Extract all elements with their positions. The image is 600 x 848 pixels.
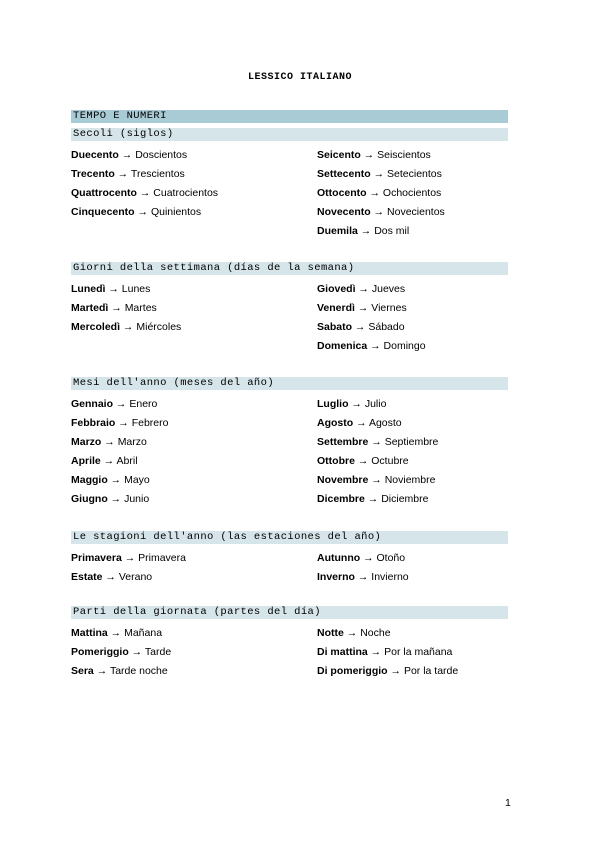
vocab-entry	[317, 433, 508, 452]
arrow-icon: →	[115, 417, 132, 429]
arrow-icon: →	[102, 571, 119, 583]
italian-word: Martedì	[71, 302, 109, 314]
vocab-entry	[71, 184, 317, 203]
vocab-entry	[317, 203, 508, 222]
italian-word: Settecento	[317, 168, 371, 180]
spanish-translation: Ochocientos	[382, 187, 442, 199]
right-column	[317, 395, 508, 509]
vocab-entry	[71, 490, 317, 509]
italian-word: Novecento	[317, 206, 371, 218]
spanish-translation: Diciembre	[381, 493, 429, 505]
vocab-entry	[317, 662, 508, 681]
vocab-entry	[317, 643, 508, 662]
spanish-translation: Septiembre	[384, 436, 439, 448]
arrow-icon: →	[367, 646, 385, 658]
arrow-icon: →	[367, 340, 384, 352]
right-column	[317, 146, 508, 241]
spanish-translation: Invierno	[371, 571, 409, 583]
page-number: 1	[505, 797, 511, 809]
vocab-entry	[317, 184, 508, 203]
spanish-translation: Seiscientos	[377, 149, 431, 161]
spanish-translation: Cuatrocientos	[153, 187, 219, 199]
italian-word: Novembre	[317, 474, 369, 486]
left-column	[71, 624, 317, 681]
arrow-icon: →	[370, 206, 388, 218]
vocab-section	[71, 262, 508, 356]
italian-word: Gennaio	[71, 398, 114, 410]
right-column	[317, 624, 508, 681]
arrow-icon: →	[105, 283, 122, 295]
vocab-entry	[317, 280, 508, 299]
vocab-entry	[71, 318, 317, 337]
arrow-icon: →	[118, 149, 136, 161]
arrow-icon: →	[370, 168, 388, 180]
spanish-translation: Dos mil	[374, 225, 410, 237]
italian-word: Domenica	[317, 340, 368, 352]
section-heading: Mesi dell'anno (meses del año)	[71, 377, 508, 390]
vocab-section	[71, 606, 508, 681]
italian-word: Di mattina	[317, 646, 368, 658]
vocab-entry	[71, 203, 317, 222]
arrow-icon: →	[360, 149, 378, 161]
arrow-icon: →	[108, 302, 125, 314]
arrow-icon: →	[366, 187, 383, 199]
spanish-translation: Octubre	[371, 455, 409, 467]
italian-word: Luglio	[317, 398, 349, 410]
vocab-entry	[317, 299, 508, 318]
vocab-entry	[71, 280, 317, 299]
spanish-translation: Tarde noche	[109, 665, 168, 677]
italian-word: Pomeriggio	[71, 646, 129, 658]
spanish-translation: Sábado	[368, 321, 405, 333]
italian-word: Ottocento	[317, 187, 367, 199]
arrow-icon: →	[120, 321, 137, 333]
arrow-icon: →	[107, 493, 125, 505]
vocab-entry	[317, 624, 508, 643]
spanish-translation: Martes	[124, 302, 157, 314]
arrow-icon: →	[352, 321, 369, 333]
spanish-translation: Miércoles	[136, 321, 182, 333]
vocab-entry	[317, 222, 508, 241]
vocab-entry	[71, 471, 317, 490]
spanish-translation: Agosto	[368, 417, 402, 429]
main-heading: TEMPO E NUMERI	[71, 110, 508, 123]
spanish-translation: Jueves	[371, 283, 406, 295]
spanish-translation: Tarde	[144, 646, 172, 658]
spanish-translation: Verano	[118, 571, 153, 583]
italian-word: Aprile	[71, 455, 101, 467]
spanish-translation: Novecientos	[387, 206, 445, 218]
arrow-icon: →	[364, 493, 382, 505]
spanish-translation: Viernes	[371, 302, 407, 314]
arrow-icon: →	[107, 627, 125, 639]
vocab-entry	[317, 471, 508, 490]
italian-word: Estate	[71, 571, 103, 583]
vocab-entry	[71, 433, 317, 452]
spanish-translation: Otoño	[376, 552, 406, 564]
vocab-entry	[71, 165, 317, 184]
arrow-icon: →	[107, 474, 125, 486]
arrow-icon: →	[355, 283, 372, 295]
vocab-entry	[71, 624, 317, 643]
italian-word: Di pomeriggio	[317, 665, 388, 677]
section-heading: Parti della giornata (partes del día)	[71, 606, 508, 619]
italian-word: Seicento	[317, 149, 361, 161]
spanish-translation: Primavera	[138, 552, 186, 564]
arrow-icon: →	[121, 552, 139, 564]
vocab-entry	[317, 414, 508, 433]
arrow-icon: →	[343, 627, 361, 639]
arrow-icon: →	[354, 302, 372, 314]
italian-word: Febbraio	[71, 417, 116, 429]
italian-word: Giugno	[71, 493, 108, 505]
spanish-translation: Quinientos	[150, 206, 202, 218]
spanish-translation: Setecientos	[387, 168, 442, 180]
spanish-translation: Mañana	[124, 627, 163, 639]
spanish-translation: Noche	[360, 627, 391, 639]
italian-word: Sabato	[317, 321, 353, 333]
right-column	[317, 280, 508, 356]
section-columns	[71, 624, 508, 681]
vocab-entry	[317, 395, 508, 414]
section-columns	[71, 549, 508, 587]
vocab-entry	[71, 146, 317, 165]
vocab-entry	[317, 337, 508, 356]
vocab-entry	[71, 452, 317, 471]
vocab-entry	[317, 568, 508, 587]
vocab-entry	[71, 299, 317, 318]
arrow-icon: →	[113, 398, 130, 410]
arrow-icon: →	[387, 665, 404, 677]
italian-word: Marzo	[71, 436, 102, 448]
vocab-section	[71, 531, 508, 587]
arrow-icon: →	[368, 474, 385, 486]
italian-word: Autunno	[317, 552, 361, 564]
italian-word: Duecento	[71, 149, 119, 161]
spanish-translation: Marzo	[117, 436, 147, 448]
arrow-icon: →	[93, 665, 110, 677]
spanish-translation: Junio	[124, 493, 150, 505]
italian-word: Mercoledì	[71, 321, 121, 333]
italian-word: Sera	[71, 665, 94, 677]
vocab-entry	[71, 643, 317, 662]
italian-word: Maggio	[71, 474, 108, 486]
arrow-icon: →	[100, 455, 117, 467]
left-column	[71, 395, 317, 509]
vocab-entry	[317, 549, 508, 568]
italian-word: Notte	[317, 627, 344, 639]
section-heading: Secoli (siglos)	[71, 128, 508, 141]
section-columns	[71, 395, 508, 509]
arrow-icon: →	[134, 206, 151, 218]
section-heading: Giorni della settimana (días de la semana)	[71, 262, 508, 275]
vocab-section	[71, 128, 508, 241]
spanish-translation: Por la mañana	[384, 646, 453, 658]
spanish-translation: Por la tarde	[403, 665, 459, 677]
arrow-icon: →	[128, 646, 145, 658]
spanish-translation: Domingo	[383, 340, 426, 352]
vocab-entry	[71, 662, 317, 681]
arrow-icon: →	[368, 436, 385, 448]
italian-word: Giovedì	[317, 283, 356, 295]
arrow-icon: →	[114, 168, 131, 180]
italian-word: Cinquecento	[71, 206, 135, 218]
italian-word: Dicembre	[317, 493, 365, 505]
spanish-translation: Doscientos	[135, 149, 188, 161]
italian-word: Primavera	[71, 552, 122, 564]
arrow-icon: →	[348, 398, 365, 410]
italian-word: Inverno	[317, 571, 355, 583]
section-heading: Le stagioni dell'anno (las estaciones del año)	[71, 531, 508, 544]
arrow-icon: →	[354, 455, 372, 467]
arrow-icon: →	[101, 436, 118, 448]
spanish-translation: Enero	[129, 398, 158, 410]
spanish-translation: Abril	[116, 455, 138, 467]
left-column	[71, 549, 317, 587]
italian-word: Mattina	[71, 627, 108, 639]
arrow-icon: →	[357, 225, 375, 237]
spanish-translation: Mayo	[124, 474, 150, 486]
italian-word: Lunedì	[71, 283, 106, 295]
italian-word: Settembre	[317, 436, 369, 448]
italian-word: Ottobre	[317, 455, 355, 467]
left-column	[71, 146, 317, 241]
arrow-icon: →	[136, 187, 154, 199]
italian-word: Trecento	[71, 168, 115, 180]
page-title: LESSICO ITALIANO	[247, 72, 352, 83]
vocab-entry	[317, 165, 508, 184]
arrow-icon: →	[360, 552, 377, 564]
arrow-icon: →	[353, 417, 369, 429]
italian-word: Quattrocento	[71, 187, 137, 199]
right-column	[317, 549, 508, 587]
left-column	[71, 280, 317, 356]
vocab-entry	[71, 395, 317, 414]
italian-word: Venerdì	[317, 302, 355, 314]
section-columns	[71, 280, 508, 356]
vocab-entry	[317, 318, 508, 337]
spanish-translation: Noviembre	[384, 474, 436, 486]
spanish-translation: Lunes	[121, 283, 151, 295]
vocab-entry	[71, 549, 317, 568]
spanish-translation: Febrero	[131, 417, 169, 429]
italian-word: Agosto	[317, 417, 354, 429]
vocab-entry	[71, 568, 317, 587]
spanish-translation: Julio	[364, 398, 387, 410]
italian-word: Duemila	[317, 225, 358, 237]
section-columns	[71, 146, 508, 241]
arrow-icon: →	[354, 571, 372, 583]
vocab-entry	[317, 490, 508, 509]
spanish-translation: Trescientos	[130, 168, 185, 180]
vocab-entry	[71, 414, 317, 433]
vocab-entry	[317, 146, 508, 165]
vocab-entry	[317, 452, 508, 471]
vocab-section	[71, 377, 508, 509]
